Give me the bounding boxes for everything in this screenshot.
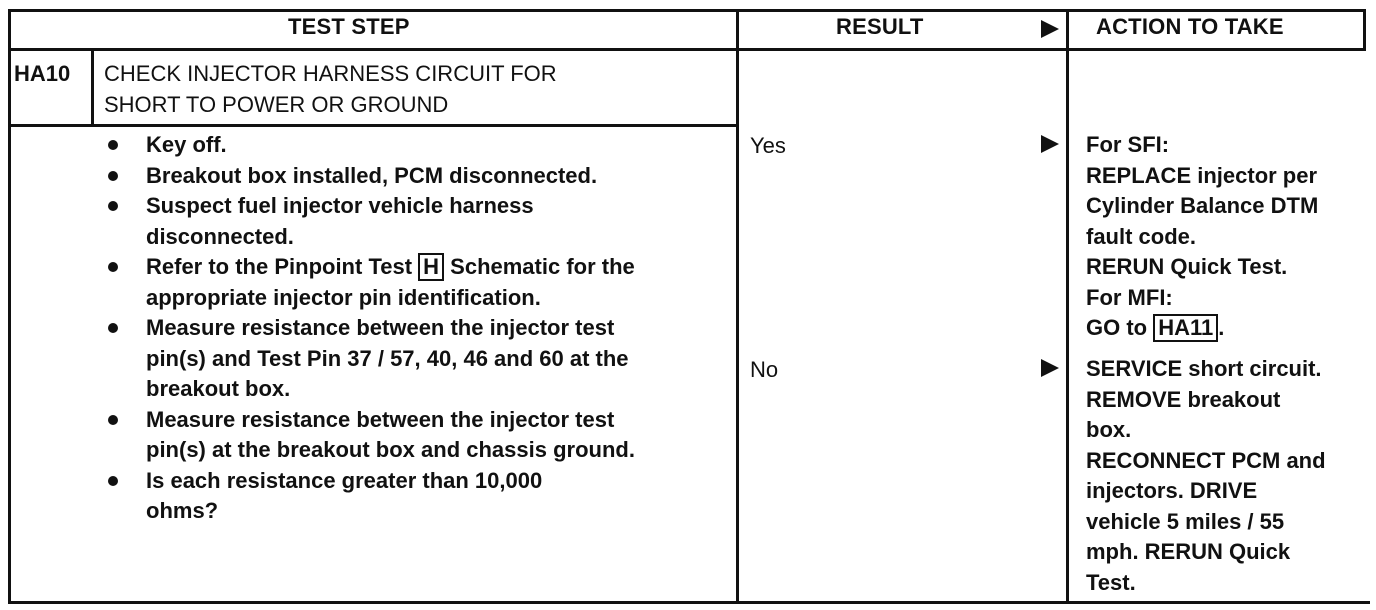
pinpoint-test-reference: H	[418, 253, 444, 281]
bullet-icon	[108, 323, 118, 333]
bullet-icon	[108, 476, 118, 486]
header-bottom-border	[8, 48, 1366, 51]
list-item: Measure resistance between the injector test pin(s) at the breakout box and chassis ground.	[102, 405, 722, 466]
table-top-border	[8, 9, 1366, 12]
test-step-bullets	[102, 130, 722, 527]
table-bottom-border	[8, 601, 1370, 604]
result-action-divider	[1066, 9, 1069, 604]
step-title-line-2: SHORT TO POWER OR GROUND	[104, 92, 449, 117]
list-item: Is each resistance greater than 10,000 ohms?	[102, 466, 722, 527]
bullet-icon	[108, 140, 118, 150]
result-yes: Yes	[750, 133, 786, 158]
test-step-result-divider	[736, 9, 739, 604]
header-action: ACTION TO TAKE	[1096, 14, 1284, 39]
step-title	[104, 58, 557, 120]
bullet-icon	[108, 201, 118, 211]
header-test-step: TEST STEP	[288, 14, 410, 39]
header-result: RESULT	[836, 14, 924, 39]
bullet-icon	[108, 171, 118, 181]
step-id: HA10	[14, 61, 71, 86]
step-title-bottom-border	[8, 124, 737, 127]
action-no: SERVICE short circuit. REMOVE breakout box. RECONNECT PCM and injectors. DRIVE vehicle 5 miles / 55 mph. RERUN Quick Test.	[1086, 356, 1326, 595]
table-right-border	[1363, 9, 1366, 51]
list-item: Key off.	[102, 130, 722, 161]
list-item: Suspect fuel injector vehicle harness disconnected.	[102, 191, 722, 252]
list-item: Measure resistance between the injector test pin(s) and Test Pin 37 / 57, 40, 46 and 60 at the breakout box.	[102, 313, 722, 405]
table-left-border	[8, 9, 11, 604]
step-title-line-1: CHECK INJECTOR HARNESS CIRCUIT FOR	[104, 61, 557, 86]
step-id-divider	[91, 48, 94, 127]
bullet-icon	[108, 262, 118, 272]
list-item: Refer to the Pinpoint Test H Schematic for the appropriate injector pin identification.	[102, 252, 722, 313]
result-no: No	[750, 357, 779, 382]
result-no-arrow-icon	[1041, 359, 1059, 377]
bullet-icon	[108, 415, 118, 425]
step-reference-ha11: HA11	[1153, 314, 1218, 342]
result-yes-arrow-icon	[1041, 135, 1059, 153]
list-item: Breakout box installed, PCM disconnected.	[102, 161, 722, 192]
header-arrow-icon	[1041, 20, 1059, 38]
action-yes: For SFI: REPLACE injector per Cylinder Balance DTM fault code. RERUN Quick Test. For MFI: GO to HA11 .	[1086, 132, 1319, 340]
